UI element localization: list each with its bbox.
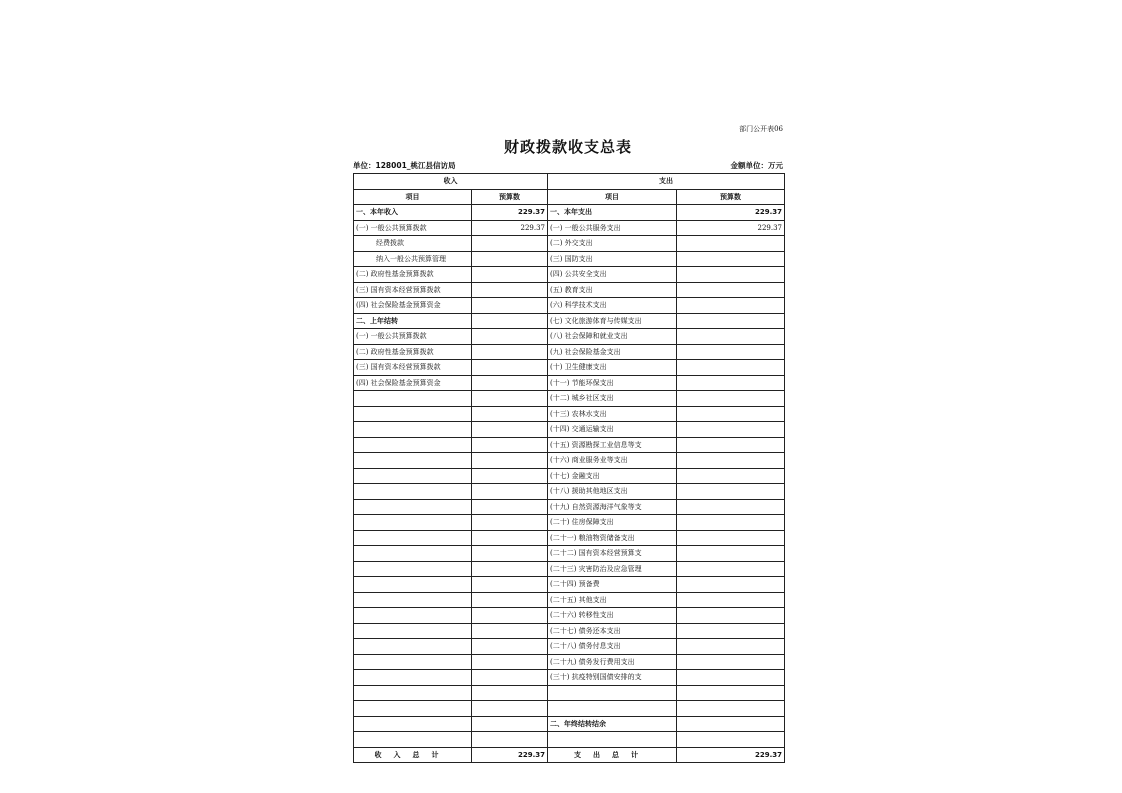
- income-value-cell: [472, 530, 548, 546]
- income-value-cell: [472, 391, 548, 407]
- table-row: [354, 670, 785, 686]
- income-item-cell: 经费拨款: [354, 236, 472, 252]
- income-value-cell: [472, 360, 548, 376]
- expense-item-cell: (十七) 金融支出: [548, 468, 677, 484]
- income-value-cell: [472, 267, 548, 283]
- table-body: [354, 205, 785, 748]
- expense-item-cell: (十九) 自然资源海洋气象等支: [548, 499, 677, 515]
- income-item-cell: 一、本年收入: [354, 205, 472, 221]
- income-value-cell: [472, 546, 548, 562]
- expense-value-cell: [677, 406, 785, 422]
- expense-item-cell: (十六) 商业服务业等支出: [548, 453, 677, 469]
- table-row: [354, 406, 785, 422]
- expense-item-cell: (八) 社会保障和就业支出: [548, 329, 677, 345]
- expense-item-cell: (六) 科学技术支出: [548, 298, 677, 314]
- expense-item-cell: 一、本年支出: [548, 205, 677, 221]
- table-row: [354, 515, 785, 531]
- income-value-cell: [472, 654, 548, 670]
- income-item-cell: [354, 608, 472, 624]
- expense-item-cell: (二十八) 债务付息支出: [548, 639, 677, 655]
- income-item-cell: (三) 国有资本经营预算拨款: [354, 360, 472, 376]
- income-value-cell: [472, 375, 548, 391]
- table-row: [354, 344, 785, 360]
- expense-item-cell: (十五) 资源勘探工业信息等支: [548, 437, 677, 453]
- table-row: [354, 205, 785, 221]
- expense-item-cell: (二十四) 预备费: [548, 577, 677, 593]
- table-row: [354, 437, 785, 453]
- expense-item-cell: (十) 卫生健康支出: [548, 360, 677, 376]
- expense-item-cell: (二十七) 债务还本支出: [548, 623, 677, 639]
- expense-item-cell: [548, 685, 677, 701]
- income-item-cell: (四) 社会保险基金预算资金: [354, 375, 472, 391]
- table-row: [354, 732, 785, 748]
- table-row: [354, 685, 785, 701]
- expense-value-cell: 229.37: [677, 220, 785, 236]
- unit-name: 单位：128001_桃江县信访局: [353, 161, 456, 170]
- income-value-cell: [472, 639, 548, 655]
- expense-value-cell: [677, 608, 785, 624]
- expense-item-cell: (七) 文化旅游体育与传媒支出: [548, 313, 677, 329]
- income-value-cell: [472, 685, 548, 701]
- expense-value-cell: [677, 639, 785, 655]
- expense-value-cell: [677, 499, 785, 515]
- income-item-cell: [354, 639, 472, 655]
- expense-item-cell: (四) 公共安全支出: [548, 267, 677, 283]
- income-value-cell: [472, 484, 548, 500]
- table-row: [354, 499, 785, 515]
- income-item-cell: [354, 716, 472, 732]
- table-row: [354, 716, 785, 732]
- table-row: [354, 329, 785, 345]
- income-item-cell: [354, 701, 472, 717]
- expense-value-cell: [677, 561, 785, 577]
- expense-item-cell: (二十三) 灾害防治及应急管理: [548, 561, 677, 577]
- expense-value-cell: [677, 546, 785, 562]
- expense-value-cell: [677, 267, 785, 283]
- table-row: [354, 251, 785, 267]
- expense-item-cell: (十四) 交通运输支出: [548, 422, 677, 438]
- table-row: [354, 391, 785, 407]
- expense-item-cell: (二十二) 国有资本经营预算支: [548, 546, 677, 562]
- expense-item-header: 项目: [548, 189, 677, 205]
- income-item-cell: (三) 国有资本经营预算拨款: [354, 282, 472, 298]
- income-item-cell: [354, 484, 472, 500]
- income-value-cell: [472, 313, 548, 329]
- expense-item-cell: (一) 一般公共服务支出: [548, 220, 677, 236]
- table-row: [354, 546, 785, 562]
- expense-header: 支出: [548, 174, 785, 190]
- table-row: [354, 623, 785, 639]
- income-item-cell: [354, 406, 472, 422]
- income-item-cell: (二) 政府性基金预算拨款: [354, 267, 472, 283]
- expense-item-cell: (十二) 城乡社区支出: [548, 391, 677, 407]
- expense-value-cell: [677, 422, 785, 438]
- income-item-cell: (一) 一般公共预算拨款: [354, 220, 472, 236]
- income-value-cell: [472, 437, 548, 453]
- income-value-cell: [472, 453, 548, 469]
- income-value-cell: [472, 344, 548, 360]
- income-total-value: 229.37: [472, 747, 548, 762]
- table-row: [354, 267, 785, 283]
- expense-value-cell: [677, 732, 785, 748]
- amount-unit: 金额单位：万元: [730, 161, 783, 170]
- expense-value-cell: [677, 515, 785, 531]
- income-item-cell: [354, 623, 472, 639]
- expense-item-cell: (二十五) 其他支出: [548, 592, 677, 608]
- expense-budget-header: 预算数: [677, 189, 785, 205]
- expense-value-cell: [677, 453, 785, 469]
- income-item-cell: [354, 468, 472, 484]
- income-value-cell: [472, 561, 548, 577]
- income-value-cell: [472, 282, 548, 298]
- income-value-cell: [472, 592, 548, 608]
- expense-item-cell: [548, 701, 677, 717]
- income-value-cell: [472, 251, 548, 267]
- income-value-cell: [472, 468, 548, 484]
- table-row: [354, 561, 785, 577]
- income-item-cell: [354, 437, 472, 453]
- budget-table: [353, 173, 785, 763]
- income-value-cell: [472, 577, 548, 593]
- expense-value-cell: [677, 344, 785, 360]
- income-item-cell: [354, 530, 472, 546]
- expense-item-cell: (二十九) 债务发行费用支出: [548, 654, 677, 670]
- income-item-header: 项目: [354, 189, 472, 205]
- expense-item-cell: (三十) 抗疫特别国债安排的支: [548, 670, 677, 686]
- income-item-cell: [354, 422, 472, 438]
- table-row: [354, 468, 785, 484]
- expense-value-cell: 229.37: [677, 205, 785, 221]
- income-item-cell: (一) 一般公共预算拨款: [354, 329, 472, 345]
- table-row: [354, 701, 785, 717]
- income-budget-header: 预算数: [472, 189, 548, 205]
- income-value-cell: 229.37: [472, 220, 548, 236]
- table-row: [354, 608, 785, 624]
- expense-item-cell: (九) 社会保险基金支出: [548, 344, 677, 360]
- income-value-cell: [472, 515, 548, 531]
- expense-value-cell: [677, 701, 785, 717]
- expense-item-cell: (十三) 农林水支出: [548, 406, 677, 422]
- income-value-cell: [472, 236, 548, 252]
- expense-value-cell: [677, 468, 785, 484]
- expense-total-label: 支出总计: [548, 747, 677, 762]
- expense-item-cell: [548, 732, 677, 748]
- form-code: 部门公开表06: [739, 125, 783, 133]
- expense-value-cell: [677, 530, 785, 546]
- income-header: 收入: [354, 174, 548, 190]
- income-value-cell: [472, 608, 548, 624]
- income-item-cell: (四) 社会保险基金预算资金: [354, 298, 472, 314]
- income-item-cell: [354, 670, 472, 686]
- expense-value-cell: [677, 251, 785, 267]
- income-value-cell: [472, 406, 548, 422]
- income-item-cell: [354, 577, 472, 593]
- table-row: [354, 422, 785, 438]
- expense-value-cell: [677, 236, 785, 252]
- table-row: [354, 313, 785, 329]
- page-title: 财政拨款收支总表: [503, 138, 632, 156]
- section-header-row: [354, 174, 785, 190]
- table-row: [354, 236, 785, 252]
- expense-value-cell: [677, 623, 785, 639]
- expense-item-cell: (十八) 援助其他地区支出: [548, 484, 677, 500]
- income-value-cell: [472, 422, 548, 438]
- table-row: [354, 375, 785, 391]
- column-header-row: [354, 189, 785, 205]
- income-value-cell: [472, 298, 548, 314]
- expense-value-cell: [677, 592, 785, 608]
- expense-value-cell: [677, 313, 785, 329]
- income-value-cell: [472, 670, 548, 686]
- expense-value-cell: [677, 282, 785, 298]
- table-row: [354, 484, 785, 500]
- expense-item-cell: 二、年终结转结余: [548, 716, 677, 732]
- table-row: [354, 654, 785, 670]
- table-row: [354, 453, 785, 469]
- table-row: [354, 530, 785, 546]
- income-item-cell: 纳入一般公共预算管理: [354, 251, 472, 267]
- expense-item-cell: (十一) 节能环保支出: [548, 375, 677, 391]
- income-item-cell: [354, 654, 472, 670]
- income-item-cell: [354, 515, 472, 531]
- expense-value-cell: [677, 577, 785, 593]
- table-row: [354, 220, 785, 236]
- expense-item-cell: (五) 教育支出: [548, 282, 677, 298]
- income-value-cell: [472, 732, 548, 748]
- income-value-cell: 229.37: [472, 205, 548, 221]
- table-row: [354, 298, 785, 314]
- income-item-cell: [354, 499, 472, 515]
- table-row: [354, 360, 785, 376]
- income-item-cell: [354, 561, 472, 577]
- table-row: [354, 282, 785, 298]
- total-row: [354, 747, 785, 762]
- expense-value-cell: [677, 484, 785, 500]
- expense-value-cell: [677, 329, 785, 345]
- income-total-label: 收入总计: [354, 747, 472, 762]
- income-value-cell: [472, 329, 548, 345]
- expense-value-cell: [677, 360, 785, 376]
- expense-value-cell: [677, 716, 785, 732]
- income-item-cell: [354, 685, 472, 701]
- expense-value-cell: [677, 654, 785, 670]
- expense-value-cell: [677, 437, 785, 453]
- income-item-cell: [354, 453, 472, 469]
- income-value-cell: [472, 623, 548, 639]
- expense-item-cell: (三) 国防支出: [548, 251, 677, 267]
- expense-value-cell: [677, 391, 785, 407]
- income-item-cell: [354, 592, 472, 608]
- expense-item-cell: (二十) 住房保障支出: [548, 515, 677, 531]
- expense-item-cell: (二十六) 转移性支出: [548, 608, 677, 624]
- income-item-cell: [354, 546, 472, 562]
- table-row: [354, 577, 785, 593]
- income-item-cell: 二、上年结转: [354, 313, 472, 329]
- income-value-cell: [472, 499, 548, 515]
- income-item-cell: [354, 391, 472, 407]
- expense-value-cell: [677, 670, 785, 686]
- table-row: [354, 592, 785, 608]
- expense-value-cell: [677, 375, 785, 391]
- expense-item-cell: (二) 外交支出: [548, 236, 677, 252]
- expense-total-value: 229.37: [677, 747, 785, 762]
- expense-value-cell: [677, 685, 785, 701]
- table-row: [354, 639, 785, 655]
- income-item-cell: (二) 政府性基金预算拨款: [354, 344, 472, 360]
- expense-item-cell: (二十一) 粮油物资储备支出: [548, 530, 677, 546]
- income-item-cell: [354, 732, 472, 748]
- income-value-cell: [472, 701, 548, 717]
- income-value-cell: [472, 716, 548, 732]
- expense-value-cell: [677, 298, 785, 314]
